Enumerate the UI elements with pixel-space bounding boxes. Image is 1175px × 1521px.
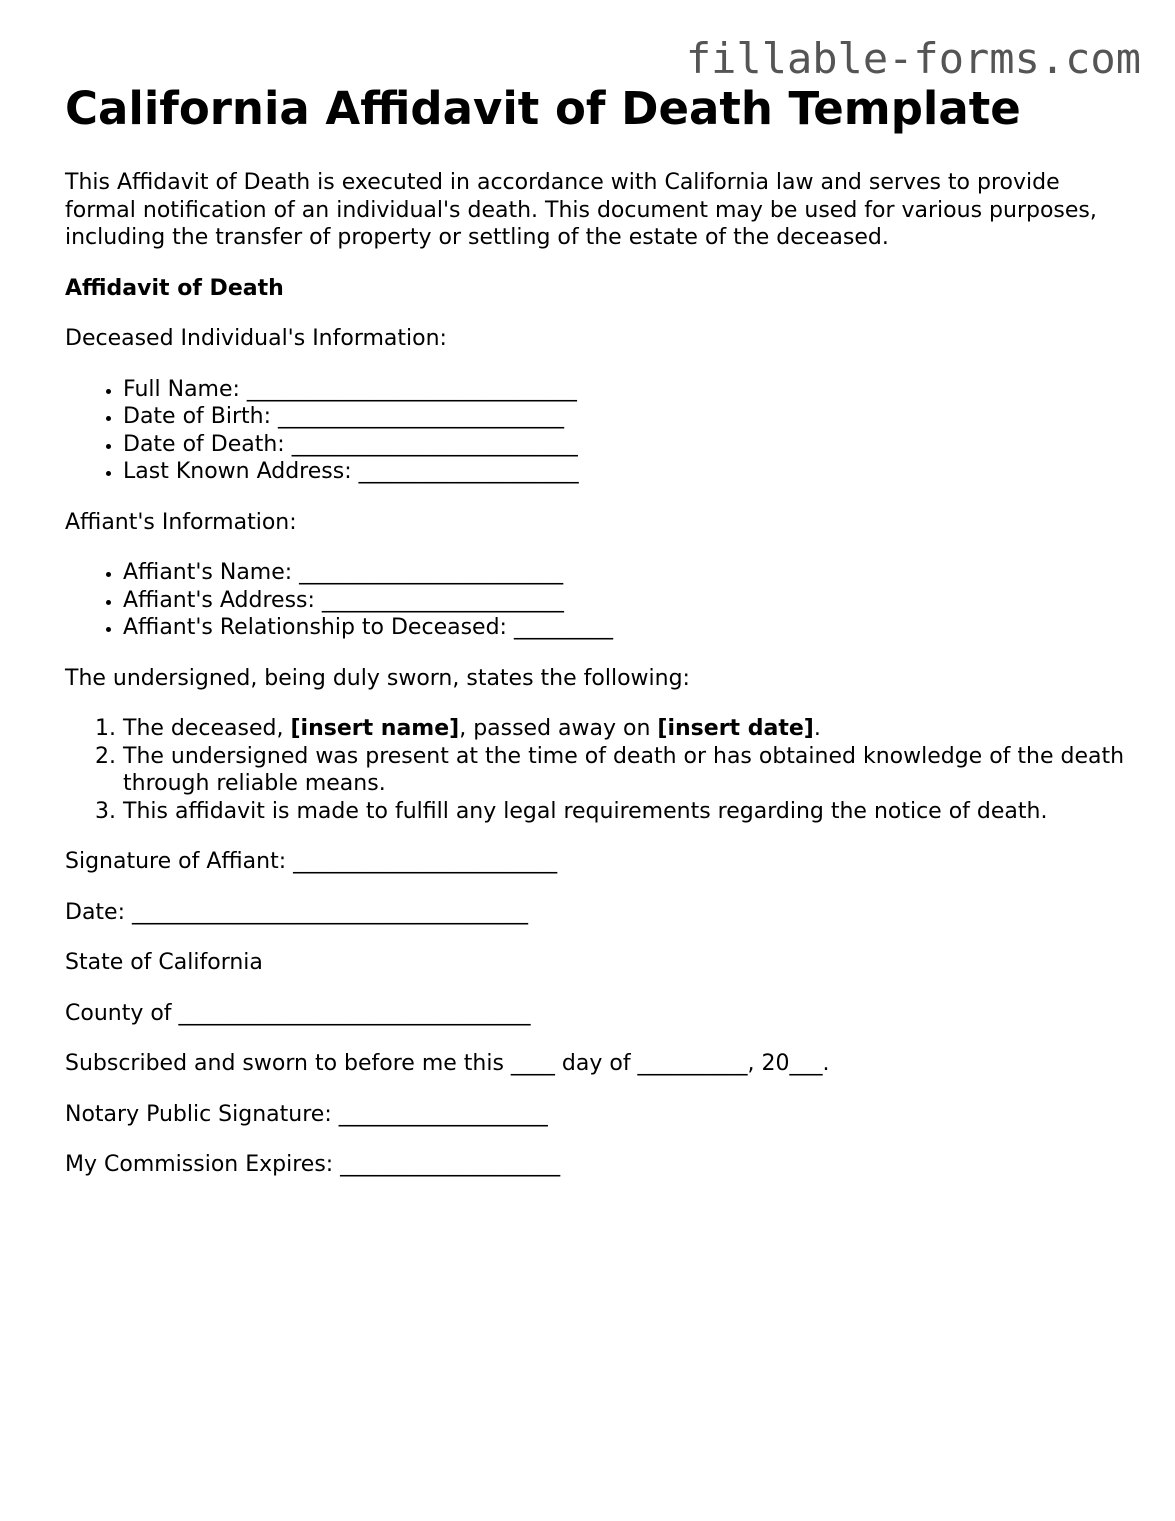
date-line: Date: ____________________________________	[65, 899, 528, 925]
deceased-full-name-field: • Full Name: ______________________________	[123, 376, 1125, 404]
insert-name-placeholder: [insert name]	[290, 716, 460, 741]
document-body	[65, 169, 1125, 1202]
deceased-info-heading: Deceased Individual's Information:	[65, 326, 447, 351]
statement-list	[65, 715, 1125, 825]
deceased-birth-date-field: • Date of Birth: __________________________	[123, 403, 1125, 431]
statement-text: , passed away on	[459, 716, 658, 741]
watermark: fillable-forms.com	[685, 34, 1141, 83]
statement-text: The deceased,	[123, 716, 291, 741]
affiant-relationship-field: • Affiant's Relationship to Deceased: _________	[123, 614, 1125, 642]
affiant-address-field: • Affiant's Address: ______________________	[123, 587, 1125, 615]
sworn-line: Subscribed and sworn to before me this ____ day of __________, 20___.	[65, 1051, 830, 1076]
signature-of-affiant-line: Signature of Affiant: ________________________	[65, 849, 558, 874]
state-line: State of California	[65, 950, 263, 975]
affiant-info-list	[65, 559, 1125, 642]
affiant-name-field: • Affiant's Name: ________________________	[123, 559, 1125, 587]
intro-paragraph: This Affidavit of Death is executed in accordance with California law and serves to provide formal notification of an individual's death. This document may be used for various purposes, including the transfer of property or settling of the estate of the deceased.	[65, 170, 1097, 250]
page-title: California Affidavit of Death Template	[65, 82, 1021, 135]
insert-date-placeholder: [insert date]	[657, 716, 814, 741]
notary-signature-line: Notary Public Signature: ___________________	[65, 1101, 548, 1127]
statement-item: 3. This affidavit is made to fulfill any legal requirements regarding the notice of death.	[123, 798, 1125, 826]
statement-item	[123, 715, 1125, 743]
commission-expires-line: My Commission Expires: ____________________	[65, 1152, 561, 1177]
deceased-address-field: • Last Known Address: ____________________	[123, 458, 1125, 486]
statement-text: .	[813, 716, 821, 741]
affiant-info-heading: Affiant's Information:	[65, 509, 297, 535]
statement-heading: The undersigned, being duly sworn, states the following:	[65, 665, 690, 691]
section-heading: Affidavit of Death	[65, 275, 284, 301]
deceased-info-list	[65, 376, 1125, 486]
statement-item: 2. The undersigned was present at the time of death or has obtained knowledge of the death through reliable means.	[123, 743, 1125, 798]
county-line: County of ________________________________	[65, 1000, 531, 1026]
deceased-death-date-field: • Date of Death: __________________________	[123, 431, 1125, 459]
